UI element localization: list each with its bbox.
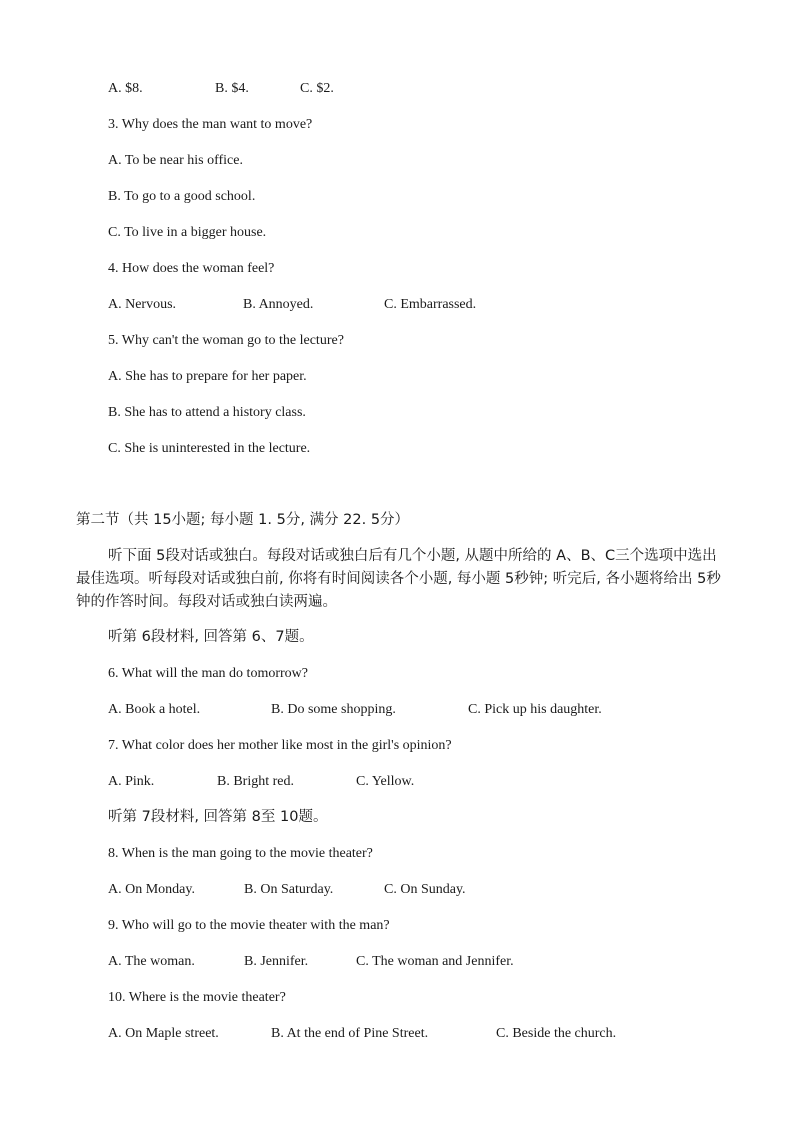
q5-option-b: B. She has to attend a history class. — [108, 405, 306, 420]
material-7-label: 听第 7段材料, 回答第 8至 10题。 — [108, 809, 328, 825]
q9-question: 9. Who will go to the movie theater with the man? — [108, 918, 390, 933]
q7-option-c: C. Yellow. — [356, 774, 415, 789]
q8-option-c: C. On Sunday. — [384, 882, 466, 897]
section-instructions: 听下面 5段对话或独白。每段对话或独白后有几个小题, 从题中所给的 A、B、C三个选项中选出最佳选项。听每段对话或独白前, 你将有时间阅读各个小题, 每小题 5秒钟; 听完后, 各小题将给出 5秒钟的作答时间。每段对话或独白读两遍。 — [76, 548, 721, 610]
q7-question: 7. What color does her mother like most in the girl's opinion? — [108, 738, 452, 753]
material-6-label: 听第 6段材料, 回答第 6、7题。 — [108, 629, 314, 645]
q2-option-a: A. $8. — [108, 81, 143, 96]
q5-option-c: C. She is uninterested in the lecture. — [108, 441, 311, 456]
q9-option-a: A. The woman. — [108, 954, 195, 969]
q6-question: 6. What will the man do tomorrow? — [108, 666, 308, 681]
q4-option-b: B. Annoyed. — [243, 297, 314, 312]
q9-option-c: C. The woman and Jennifer. — [356, 954, 514, 969]
q7-option-a: A. Pink. — [108, 774, 155, 789]
q10-question: 10. Where is the movie theater? — [108, 990, 286, 1005]
q6-option-a: A. Book a hotel. — [108, 702, 201, 717]
q9-option-b: B. Jennifer. — [244, 954, 309, 969]
q10-option-b: B. At the end of Pine Street. — [271, 1026, 429, 1041]
q3-option-c: C. To live in a bigger house. — [108, 225, 267, 240]
q6-option-c: C. Pick up his daughter. — [468, 702, 602, 717]
q2-option-c: C. $2. — [300, 81, 334, 96]
q4-option-a: A. Nervous. — [108, 297, 177, 312]
q7-option-b: B. Bright red. — [217, 774, 294, 789]
q4-question: 4. How does the woman feel? — [108, 261, 275, 276]
q5-question: 5. Why can't the woman go to the lecture? — [108, 333, 344, 348]
q8-question: 8. When is the man going to the movie theater? — [108, 846, 373, 861]
q8-option-b: B. On Saturday. — [244, 882, 334, 897]
q10-option-c: C. Beside the church. — [496, 1026, 617, 1041]
q3-option-b: B. To go to a good school. — [108, 189, 256, 204]
q4-option-c: C. Embarrassed. — [384, 297, 477, 312]
section-heading: 第二节（共 15小题; 每小题 1. 5分, 满分 22. 5分） — [76, 512, 410, 528]
q8-option-a: A. On Monday. — [108, 882, 195, 897]
q6-option-b: B. Do some shopping. — [271, 702, 396, 717]
q3-option-a: A. To be near his office. — [108, 153, 243, 168]
q2-option-b: B. $4. — [215, 81, 249, 96]
q10-option-a: A. On Maple street. — [108, 1026, 219, 1041]
q3-question: 3. Why does the man want to move? — [108, 117, 313, 132]
q5-option-a: A. She has to prepare for her paper. — [108, 369, 307, 384]
